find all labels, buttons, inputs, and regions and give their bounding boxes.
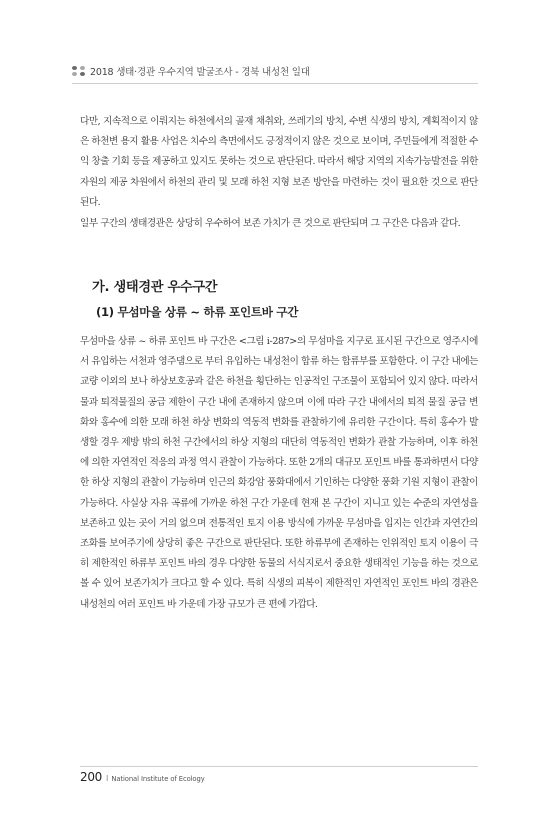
footer-organization: National Institute of Ecology <box>111 775 205 783</box>
section-paragraph: 무섬마을 상류 ~ 하류 포인트 바 구간은 <그림 ⅰ-287>의 무섬마을 지구로 표시된 구간으로 영주시에서 유입하는 서천과 영주댐으로 부터 유입하는 내성천이 합류 하는 합류부를 포함한다. 이 구간 내에는 교량 이외의 보나 하상보호공과 같은 하천을 횡단하는 인공적인 구조물이 포함되어 있지 않다. 따라서 물과 퇴적물질의 공급 제한이 구간 내에 존재하지 않으며 이에 따라 구간 내에서의 퇴적 물질 공급 변화와 홍수에 의한 모래 하천 하상 변화의 역동적 변화를 관찰하기에 유리한 구간이다. 특히 홍수가 발생할 경우 제방 밖의 하천 구간에서의 하상 지형의 대단히 역동적인 변화가 관찰 가능하며, 이후 하천에 의한 자연적인 적응의 과정 역시 관찰이 가능하다. 또한 2개의 대규모 포인트 바를 통과하면서 다양한 하상 지형의 관찰이 가능하며 인근의 화강암 풍화대에서 기인하는 다양한 풍화 기원 지형이 관찰이 가능하다. 사실상 자유 곡류에 가까운 하천 구간 가운데 현재 본 구간이 지니고 있는 수준의 자연성을 보존하고 있는 곳이 거의 없으며 전통적인 토지 이용 방식에 가까운 무섬마을 입지는 인간과 자연간의 조화를 보여주기에 상당히 좋은 구간으로 판단된다. 또한 하류부에 존재하는 인위적인 토지 이용이 극히 제한적인 하류부 포인트 바의 경우 다양한 동물의 서식지로서 중요한 생태적인 기능을 하는 것으로 볼 수 있어 보존가치가 크다고 할 수 있다. 특히 식생의 피복이 제한적인 자연적인 포인트 바의 경관은 내성천의 여러 포인트 바 가운데 가장 규모가 큰 편에 가깝다. <box>80 336 478 610</box>
page-footer <box>80 770 205 784</box>
section-heading: 가. 생태경관 우수구간 <box>92 280 218 295</box>
page-number: 200 <box>80 770 103 784</box>
running-title: 2018 생태·경관 우수지역 발굴조사 - 경북 내성천 일대 <box>90 67 310 78</box>
header-divider <box>72 83 478 84</box>
footer-divider <box>80 766 478 767</box>
bullet-dots-icon <box>72 66 86 76</box>
summary-paragraph: 일부 구간의 생태경관은 상당히 우수하여 보존 가치가 큰 것으로 판단되며 그 구간은 다음과 같다. <box>80 218 461 229</box>
running-header <box>72 62 478 80</box>
subsection-heading: (1) 무섬마을 상류 ~ 하류 포인트바 구간 <box>96 305 299 319</box>
footer-separator: I <box>106 774 109 783</box>
intro-paragraph: 다만, 지속적으로 이뤄지는 하천에서의 골재 채취와, 쓰레기의 방치, 수변 식생의 방치, 계획적이지 않은 하천변 용지 활용 사업은 치수의 측면에서도 긍정적이지 않은 것으로 보이며, 주민들에게 적절한 수익 창출 기회 등을 제공하고 있지도 못하는 것으로 판단된다. 따라서 해당 지역의 지속가능발전을 위한 자원의 제공 차원에서 하천의 관리 및 모래 하천 지형 보존 방안을 마련하는 것이 필요한 것으로 판단된다. <box>80 116 478 208</box>
